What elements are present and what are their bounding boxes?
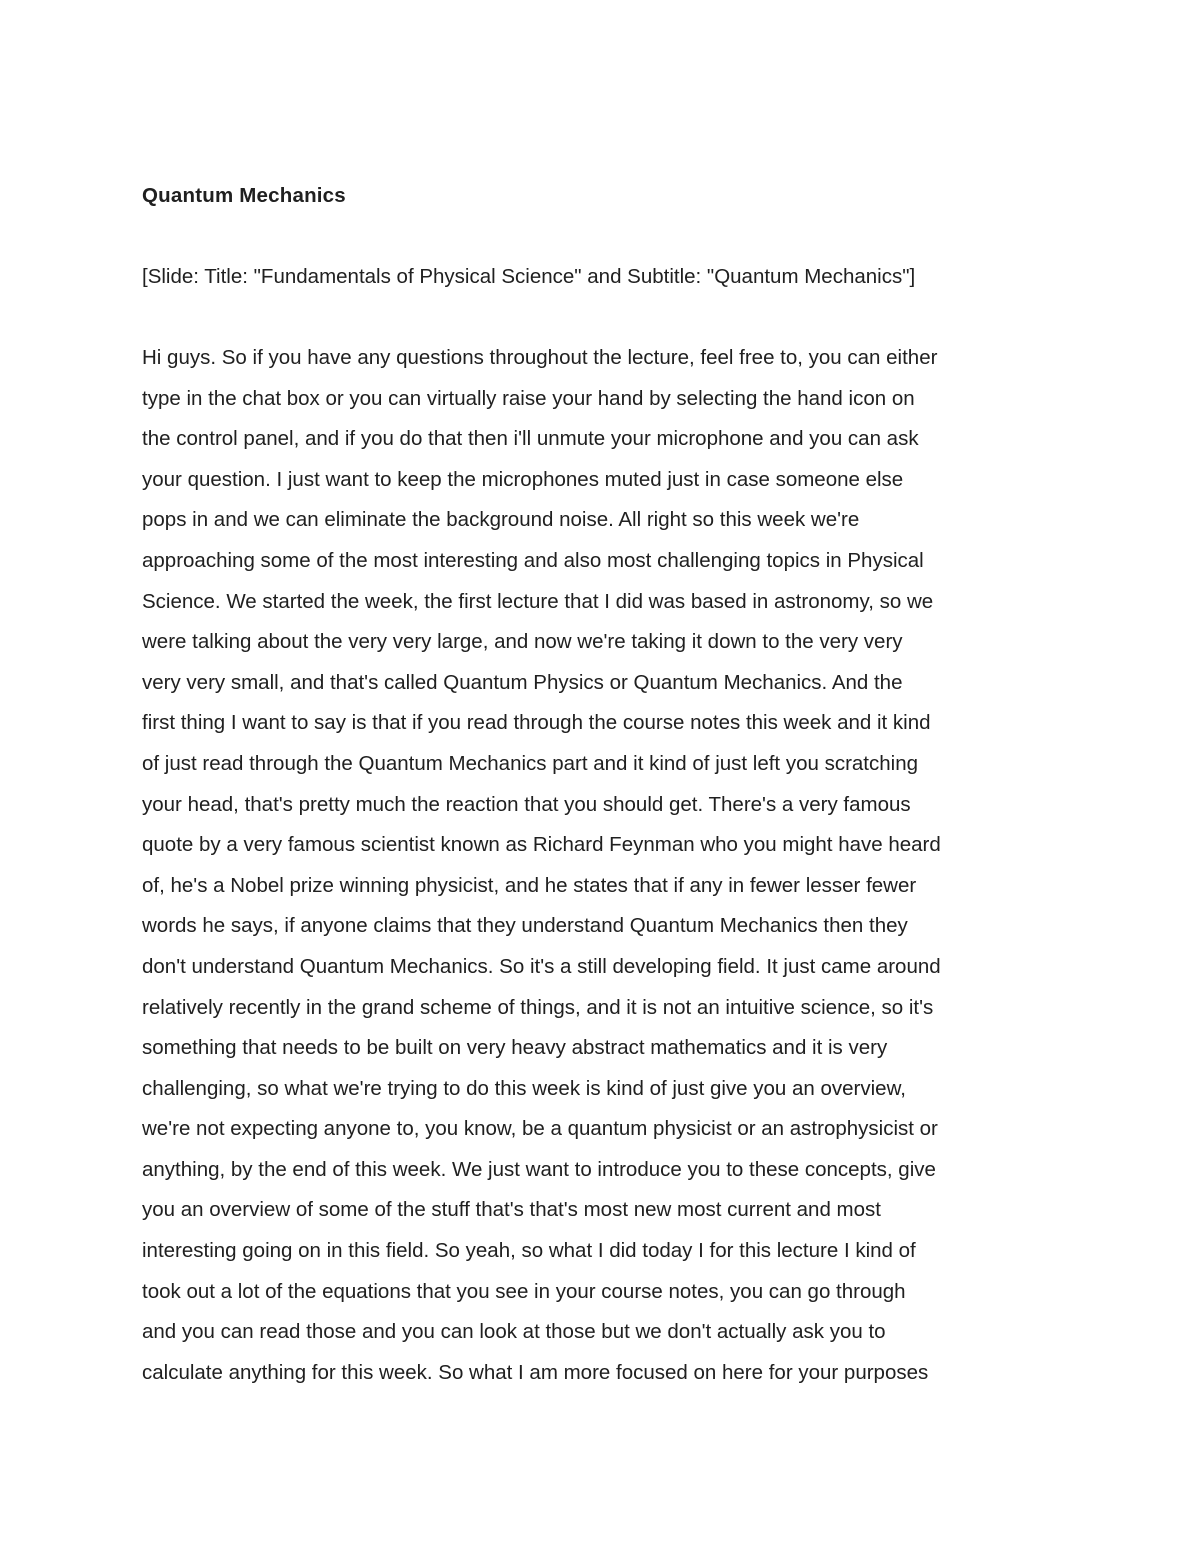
transcript-line: and you can read those and you can look at those but we don't actually ask you to xyxy=(142,1320,886,1344)
transcript-line: anything, by the end of this week. We just want to introduce you to these concepts, give xyxy=(142,1157,936,1181)
document-title: Quantum Mechanics xyxy=(142,184,346,207)
transcript-line: we're not expecting anyone to, you know, be a quantum physicist or an astrophysicist or xyxy=(142,1117,938,1141)
transcript-line: Hi guys. So if you have any questions throughout the lecture, feel free to, you can either xyxy=(142,346,938,369)
transcript-line: words he says, if anyone claims that they understand Quantum Mechanics then they xyxy=(142,914,908,938)
transcript-line: approaching some of the most interesting and also most challenging topics in Physical xyxy=(142,548,924,572)
transcript-line: don't understand Quantum Mechanics. So it's a still developing field. It just came around xyxy=(142,954,941,978)
transcript-line: your question. I just want to keep the microphones muted just in case someone else xyxy=(142,467,904,491)
transcript-line: the control panel, and if you do that then i'll unmute your microphone and you can ask xyxy=(142,427,919,451)
transcript-line: took out a lot of the equations that you see in your course notes, you can go through xyxy=(142,1279,906,1303)
transcript-line: challenging, so what we're trying to do this week is kind of just give you an overview, xyxy=(142,1076,906,1100)
transcript-body xyxy=(142,343,1072,1398)
transcript-line: very very small, and that's called Quantum Physics or Quantum Mechanics. And the xyxy=(142,670,903,694)
transcript-line: relatively recently in the grand scheme of things, and it is not an intuitive science, so it's xyxy=(142,995,934,1019)
slide-note: [Slide: Title: "Fundamentals of Physical Science" and Subtitle: "Quantum Mechanics"] xyxy=(142,265,916,288)
transcript-line: first thing I want to say is that if you read through the course notes this week and it kind xyxy=(142,711,931,735)
transcript-line: type in the chat box or you can virtually raise your hand by selecting the hand icon on xyxy=(142,386,915,410)
transcript-line: of, he's a Nobel prize winning physicist, and he states that if any in fewer lesser fewer xyxy=(142,873,917,897)
transcript-line: quote by a very famous scientist known as Richard Feynman who you might have heard xyxy=(142,833,941,857)
transcript-line: you an overview of some of the stuff that's that's most new most current and most xyxy=(142,1198,881,1222)
transcript-line: were talking about the very very large, and now we're taking it down to the very very xyxy=(142,630,903,654)
transcript-line: calculate anything for this week. So what I am more focused on here for your purposes xyxy=(142,1360,929,1384)
transcript-line: of just read through the Quantum Mechanics part and it kind of just left you scratching xyxy=(142,751,919,775)
transcript-line: pops in and we can eliminate the background noise. All right so this week we're xyxy=(142,508,860,532)
transcript-line: something that needs to be built on very heavy abstract mathematics and it is very xyxy=(142,1036,888,1060)
transcript-line: interesting going on in this field. So yeah, so what I did today I for this lecture I kind of xyxy=(142,1239,916,1263)
transcript-line: your head, that's pretty much the reaction that you should get. There's a very famous xyxy=(142,792,911,816)
transcript-line: Science. We started the week, the first lecture that I did was based in astronomy, so we xyxy=(142,589,934,613)
